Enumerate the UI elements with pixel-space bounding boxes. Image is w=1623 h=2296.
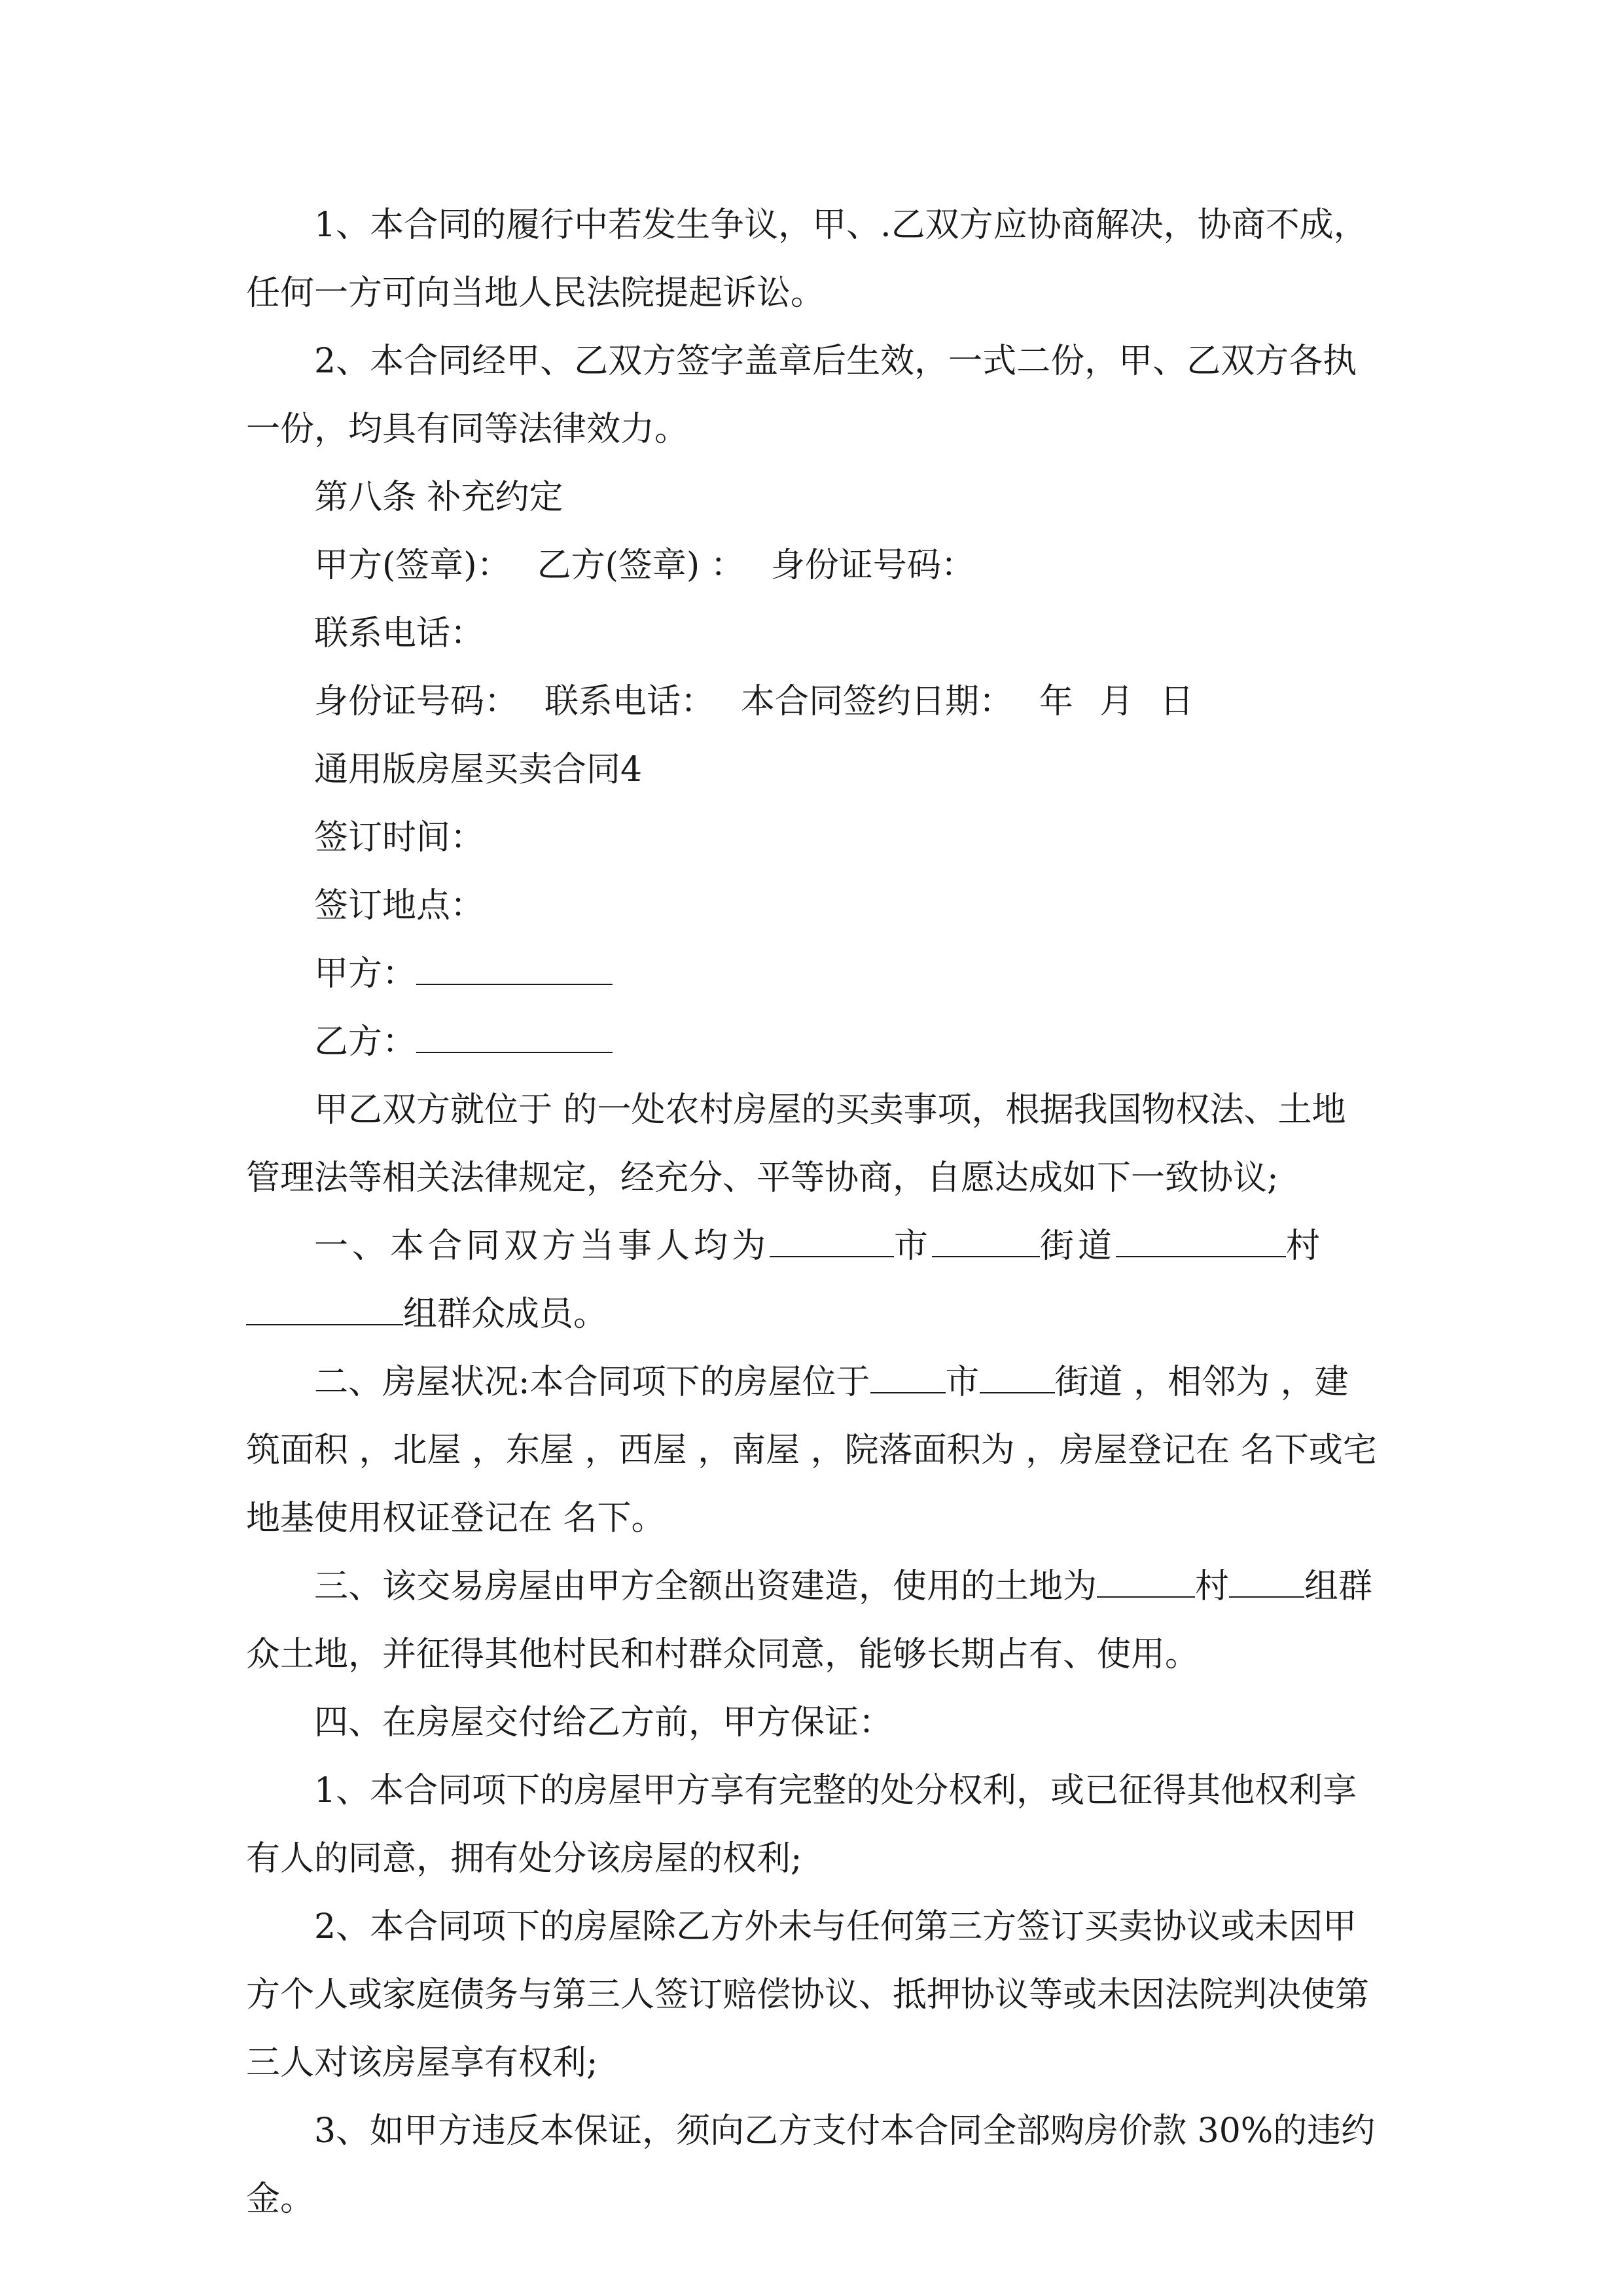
clause-1 [246,1212,1378,1280]
clause-4-heading: 四、在房屋交付给乙方前，甲方保证： [314,1703,893,1742]
clause-4-2: 2、本合同项下的房屋除乙方外未与任何第三方签订买卖协议或未因甲方个人或家庭债务与第三人签订赔偿协议、抵押协议等或未因法院判决使第三人对该房屋享有权利; [246,1907,1370,2083]
party-b-line [246,1008,1378,1076]
clause-3-group-blank [1229,1570,1304,1598]
signature-line [246,531,1378,600]
clause-1-city-blank [770,1230,894,1257]
clause-1-village-blank [1116,1230,1286,1257]
clause-3-land-blank [1097,1570,1195,1598]
clause-1-end: 组群众成员。 [403,1295,608,1334]
party-a-label: 甲方： [314,954,417,994]
clause-2 [246,1348,1378,1552]
clause-3 [246,1552,1378,1689]
party-a-signature-label: 甲方(签章)： [314,546,511,585]
clause-2-city: 市 [945,1363,980,1402]
id-number-label-2: 身份证号码： [314,682,519,721]
id-phone-date-line [246,668,1378,736]
phone-label-2: 联系电话： [544,682,715,721]
party-b-signature-label: 乙方(签章) ： [537,546,745,585]
clause-3-rest: 组群众土地，并征得其他村民和村群众同意，能够长期占有、使用。 [246,1567,1373,1674]
day-label: 日 [1160,682,1194,721]
month-label: 月 [1099,682,1134,721]
year-label: 年 [1039,682,1074,721]
clause-4-3: 3、如甲方违反本保证，须向乙方支付本合同全部购房价款 30%的违约金。 [246,2111,1376,2219]
clause-1-cont [246,1280,1378,1348]
clause-1-street: 街道 [1040,1227,1116,1266]
party-b-label: 乙方： [314,1022,417,1062]
clause-2-city-blank [870,1366,946,1393]
clause-2-street-blank [980,1366,1055,1393]
clause-1-village: 村 [1286,1227,1325,1266]
clause-dispute: 1、本合同的履行中若发生争议，甲、.乙双方应协商解决，协商不成，任何一方可向当地人民法院提起诉讼。 [246,206,1368,313]
clause-3-text: 三、该交易房屋由甲方全额出资建造，使用的土地为 [314,1567,1097,1606]
clause-effect: 2、本合同经甲、乙双方签字盖章后生效，一式二份，甲、乙双方各执一份，均具有同等法律效力。 [246,342,1357,449]
id-number-label: 身份证号码： [770,546,975,585]
party-b-blank [416,1026,613,1053]
party-a-line [246,940,1378,1008]
clause-1-city: 市 [894,1227,933,1266]
clause-3-village: 村 [1195,1567,1230,1606]
clause-1-street-blank [932,1230,1040,1257]
party-a-blank [416,958,613,985]
clause-4-1: 1、本合同项下的房屋甲方享有完整的处分权利，或已征得其他权利享有人的同意，拥有处分该房屋的权利; [246,1771,1357,1878]
clause-1-group-blank [246,1298,403,1325]
sign-date-label: 本合同签约日期： [741,682,1014,721]
intro-paragraph: 甲乙双方就位于 的一处农村房屋的买卖事项，根据我国物权法、土地管理法等相关法律规定，经充分、平等协商，自愿达成如下一致协议; [246,1090,1346,1198]
clause-1-text: 一、本合同双方当事人均为 [314,1227,770,1266]
clause-2-text: 二、房屋状况:本合同项下的房屋位于 [314,1363,870,1402]
article-8-heading: 第八条 补充约定 [314,478,563,517]
sign-place-label: 签订地点： [314,886,485,925]
contract-title: 通用版房屋买卖合同4 [314,750,643,789]
sign-time-label: 签订时间： [314,818,485,857]
phone-label: 联系电话： [314,614,485,653]
document-body [246,191,1378,2233]
clause-2-rest: 街道 ，相邻为 ，建筑面积 ，北屋 ，东屋 ，西屋 ，南屋 ，院落面积为 ，房屋登记在 名下或宅地基使用权证登记在 名下。 [246,1363,1377,1538]
